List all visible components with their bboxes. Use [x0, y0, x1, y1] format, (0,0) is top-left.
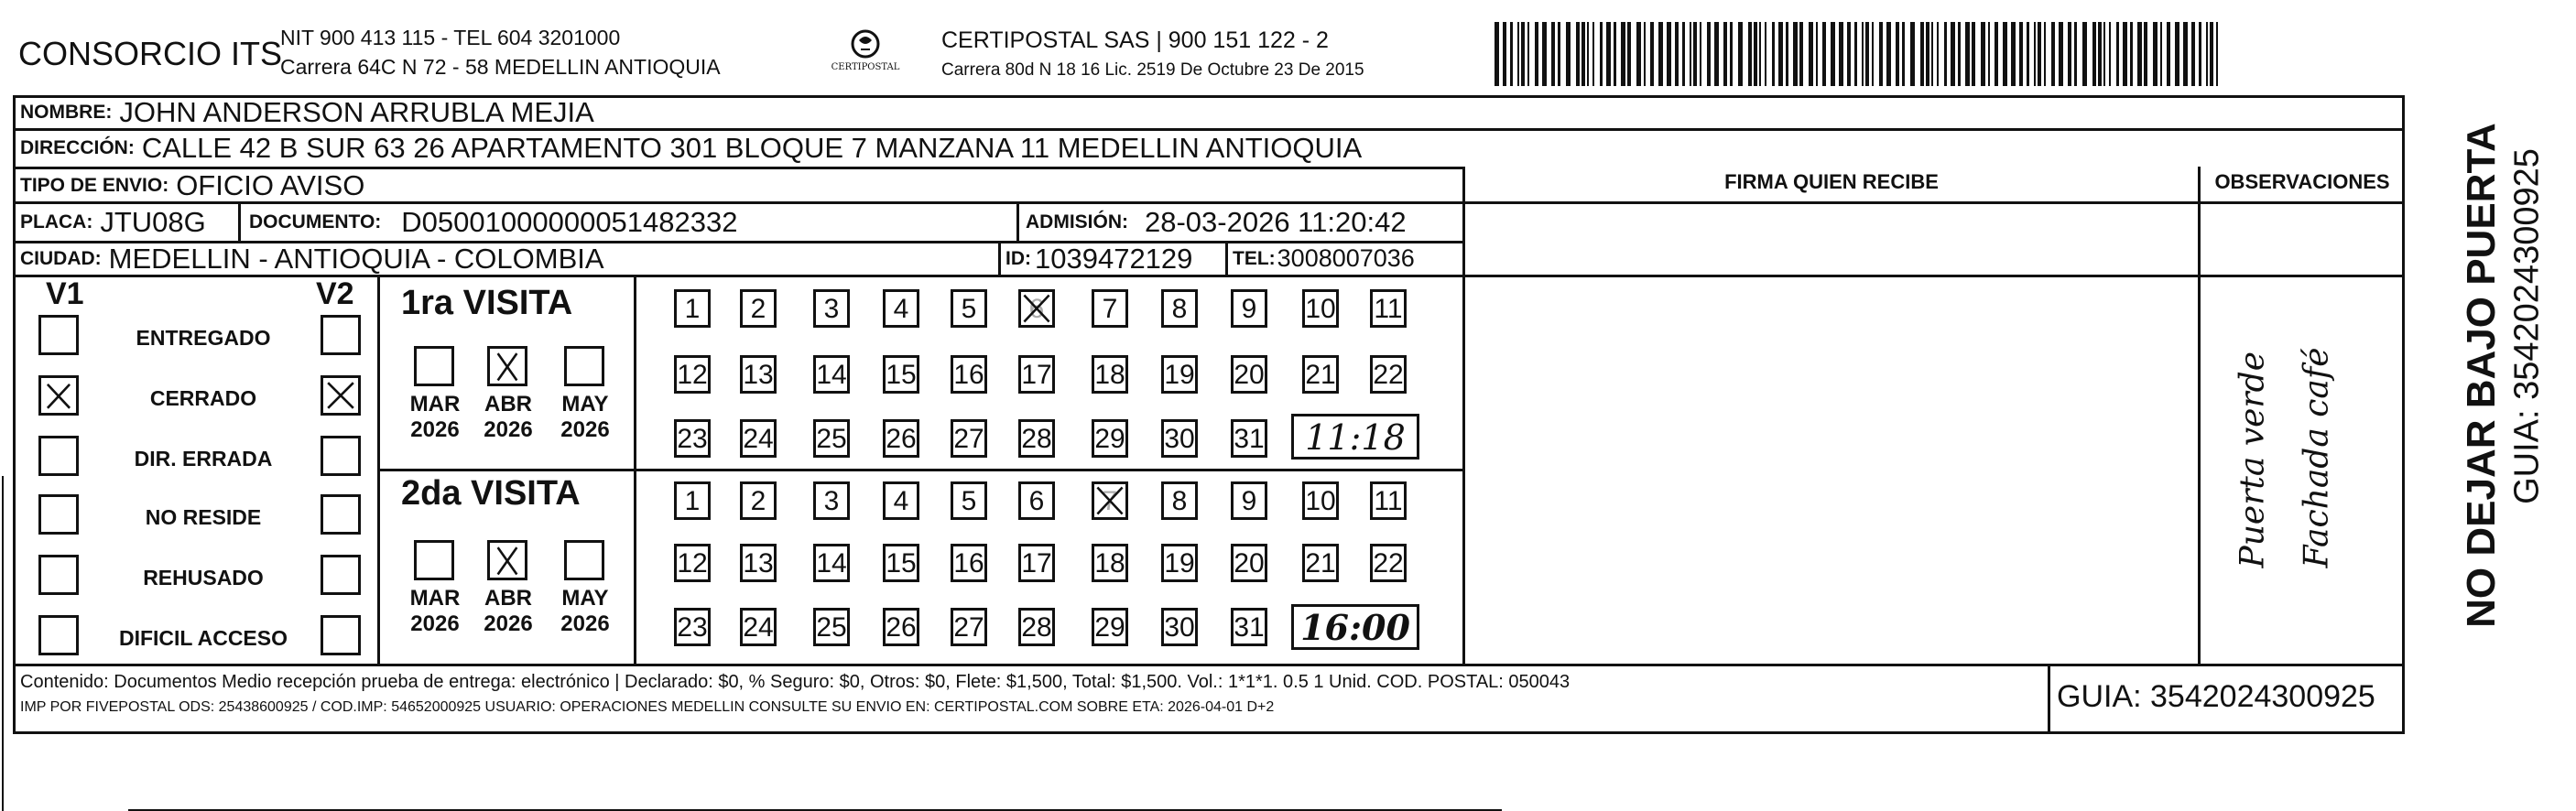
barcode-bar [1886, 22, 1891, 86]
city-value: MEDELLIN - ANTIOQUIA - COLOMBIA [108, 242, 604, 275]
barcode-bar [2092, 22, 2096, 86]
v2-checkbox-rehusado[interactable] [321, 555, 361, 595]
tel-value: 3008007036 [1277, 244, 1415, 272]
barcode-bar [1535, 22, 1538, 86]
barcode-bar [2130, 22, 2133, 86]
second-visit-day-16[interactable]: 16 [951, 544, 987, 582]
first-visit-day-20[interactable]: 20 [1231, 355, 1267, 394]
second-visit-day-9[interactable]: 9 [1231, 481, 1267, 520]
barcode-bar [2144, 22, 2147, 86]
barcode-bar [1793, 22, 1798, 86]
barcode-bar [1937, 22, 1939, 86]
barcode-bar [1495, 22, 1499, 86]
footer-guia: GUIA: 3542024300925 [2057, 679, 2375, 714]
first-visit-day-6[interactable]: 6 [1018, 289, 1055, 328]
barcode-bar [2216, 22, 2218, 86]
first-visit-day-30[interactable]: 30 [1161, 419, 1198, 458]
barcode-bar [1592, 22, 1594, 86]
barcode-bar [2109, 22, 2111, 86]
barcode-bar [1896, 22, 1899, 86]
barcode-bar [1778, 22, 1783, 86]
barcode-bar [1644, 22, 1646, 86]
barcode-bar [1765, 22, 1766, 86]
v1-checkbox-dificil-acceso[interactable] [38, 615, 79, 655]
barcode-bar [1566, 22, 1571, 86]
barcode-bar [1944, 22, 1947, 86]
first-visit-day-23[interactable]: 23 [674, 419, 711, 458]
first-visit-day-8[interactable]: 8 [1161, 289, 1198, 328]
v2-checkbox-cerrado[interactable] [321, 375, 361, 416]
second-visit-time-box [1291, 604, 1419, 650]
barcode-bar [2191, 22, 2195, 86]
barcode-bar [1862, 22, 1864, 86]
barcode-bar [1587, 22, 1589, 86]
second-visit-day-21[interactable]: 21 [1302, 544, 1339, 582]
barcode-bar [2116, 22, 2119, 86]
second-visit-year-label: 2026 [410, 611, 460, 636]
second-visit-month-mar-checkbox[interactable] [414, 540, 454, 580]
second-visit-title: 2da VISITA [401, 474, 581, 513]
barcode-bar [1831, 22, 1835, 86]
first-visit-day-7[interactable]: 7 [1092, 289, 1128, 328]
admission-label: ADMISIÓN: [1026, 211, 1128, 232]
second-visit-day-28[interactable]: 28 [1018, 608, 1055, 646]
status-label: NO RESIDE [145, 505, 262, 529]
address-label: DIRECCIÓN: [20, 137, 135, 158]
second-visit-day-17[interactable]: 17 [1018, 544, 1055, 582]
first-visit-day-12[interactable]: 12 [674, 355, 711, 394]
first-visit-day-17[interactable]: 17 [1018, 355, 1055, 394]
plate-value: JTU08G [100, 206, 206, 238]
barcode-bar [2098, 22, 2102, 86]
v2-checkbox-entregado[interactable] [321, 315, 361, 355]
barcode-bar [2137, 22, 2142, 86]
barcode-bar [1772, 22, 1775, 86]
id-value: 1039472129 [1035, 242, 1193, 275]
first-visit-month-abr-checkbox[interactable] [487, 346, 527, 386]
barcode-bar [1910, 22, 1915, 86]
nit-line: NIT 900 413 115 - TEL 604 3201000 [280, 26, 621, 49]
barcode-bar [1627, 22, 1631, 86]
barcode-bar [1809, 22, 1813, 86]
no-dejar-text: NO DEJAR BAJO PUERTA [2459, 123, 2504, 628]
v1-checkbox-entregado[interactable] [38, 315, 79, 355]
barcode-bar [1748, 22, 1752, 86]
second-visit-day-12[interactable]: 12 [674, 544, 711, 582]
barcode-bar [2027, 22, 2029, 86]
side-guia-text: GUIA: 3542024300925 [2507, 148, 2547, 504]
barcode-bar [1503, 22, 1506, 86]
first-visit-day-22[interactable]: 22 [1370, 355, 1407, 394]
first-visit-year-label: 2026 [484, 417, 533, 442]
barcode-bar [1558, 22, 1560, 86]
first-visit-day-11[interactable]: 11 [1370, 289, 1407, 328]
barcode-bar [1527, 22, 1529, 86]
barcode-bar [1621, 22, 1625, 86]
barcode-bar [1576, 22, 1580, 86]
first-visit-day-3[interactable]: 3 [813, 289, 850, 328]
first-visit-day-28[interactable]: 28 [1018, 419, 1055, 458]
status-label: DIR. ERRADA [134, 447, 273, 470]
carrier-license: Carrera 80d N 18 16 Lic. 2519 De Octubre 23 De 2015 [941, 60, 1364, 80]
left-margin-line [2, 476, 4, 811]
v2-checkbox-dificil-acceso[interactable] [321, 615, 361, 655]
v2-checkbox-dir-errada[interactable] [321, 436, 361, 476]
barcode [1495, 22, 2227, 86]
second-visit-day-25[interactable]: 25 [813, 608, 850, 646]
footer-content-line: Contenido: Documentos Medio recepción prueba de entrega: electrónico | Declarado: $0, % Seguro: $0, Otros: $0, Flete: $1,500, Total: $1,500. Vol.: 1*1*1. 0.5 1 Unid. COD. POSTAL: 050043 [20, 672, 1571, 692]
first-visit-month-label: MAY [561, 392, 609, 416]
id-label: ID: [1005, 247, 1031, 269]
barcode-bar [2153, 22, 2158, 86]
barcode-bar [2059, 22, 2063, 86]
second-visit-day-31[interactable]: 31 [1231, 608, 1267, 646]
first-visit-month-label: ABR [484, 392, 532, 416]
footer-print-line: IMP POR FIVEPOSTAL ODS: 25438600925 / COD.IMP: 54652000925 USUARIO: OPERACIONES MEDELLIN CONSULTE SU ENVIO EN: CERTIPOSTAL.COM SOBRE ETA: 2026-04-01 D+2 [20, 699, 1275, 715]
v1-checkbox-cerrado[interactable] [38, 375, 79, 416]
barcode-bar [1510, 22, 1513, 86]
first-visit-day-9[interactable]: 9 [1231, 289, 1267, 328]
second-visit-year-label: 2026 [560, 611, 610, 636]
status-label: CERRADO [149, 386, 257, 410]
v2-label: V2 [316, 276, 354, 311]
v1-checkbox-dir-errada[interactable] [38, 436, 79, 476]
first-visit-day-1[interactable]: 1 [674, 289, 711, 328]
second-visit-day-15[interactable]: 15 [883, 544, 919, 582]
admission-value: 28-03-2026 11:20:42 [1145, 206, 1407, 238]
barcode-bar [1822, 22, 1826, 86]
barcode-bar [2175, 22, 2179, 86]
v1-checkbox-no-reside[interactable] [38, 494, 79, 535]
first-visit-day-25[interactable]: 25 [813, 419, 850, 458]
barcode-bar [1854, 22, 1857, 86]
barcode-bar [1816, 22, 1818, 86]
barcode-bar [1951, 22, 1955, 86]
barcode-bar [2103, 22, 2105, 86]
barcode-bar [2019, 22, 2023, 86]
second-visit-day-18[interactable]: 18 [1092, 544, 1128, 582]
second-visit-year-label: 2026 [484, 611, 533, 636]
barcode-bar [1723, 22, 1727, 86]
barcode-bar [1542, 22, 1547, 86]
second-visit-month-abr-checkbox[interactable] [487, 540, 527, 580]
barcode-bar [1614, 22, 1616, 86]
barcode-bar [1759, 22, 1761, 86]
second-visit-day-6[interactable]: 6 [1018, 481, 1055, 520]
barcode-bar [1521, 22, 1525, 86]
barcode-bar [2160, 22, 2162, 86]
document-value: D05001000000051482332 [401, 206, 738, 238]
logo-text: CERTIPOSTAL [831, 62, 900, 72]
second-visit-day-14[interactable]: 14 [813, 544, 850, 582]
first-visit-day-29[interactable]: 29 [1092, 419, 1128, 458]
document-label: DOCUMENTO: [249, 211, 382, 232]
barcode-bar [2123, 22, 2127, 86]
barcode-bar [2038, 22, 2041, 86]
recipient-name: JOHN ANDERSON ARRUBLA MEJIA [119, 96, 594, 128]
recipient-address: CALLE 42 B SUR 63 26 APARTAMENTO 301 BLOQUE 7 MANZANA 11 MEDELLIN ANTIOQUIA [141, 132, 1363, 164]
observation-note-1: Puerta verde [2234, 351, 2272, 568]
barcode-bar [2082, 22, 2087, 86]
barcode-bar [1707, 22, 1711, 86]
first-visit-day-31[interactable]: 31 [1231, 419, 1267, 458]
second-visit-day-22[interactable]: 22 [1370, 544, 1407, 582]
first-visit-day-13[interactable]: 13 [740, 355, 777, 394]
second-visit-day-30[interactable]: 30 [1161, 608, 1198, 646]
tel-label: TEL: [1233, 247, 1276, 269]
signature-header: FIRMA QUIEN RECIBE [1724, 170, 1939, 193]
barcode-bar [1700, 22, 1701, 86]
name-label: NOMBRE: [20, 102, 113, 123]
second-visit-day-20[interactable]: 20 [1231, 544, 1267, 582]
barcode-bar [1988, 22, 1990, 86]
second-visit-month-label: ABR [484, 586, 532, 611]
city-label: CIUDAD: [20, 247, 102, 269]
second-visit-day-11[interactable]: 11 [1370, 481, 1407, 520]
barcode-bar [2167, 22, 2170, 86]
shipping-type: OFICIO AVISO [176, 168, 365, 201]
barcode-bar [1690, 22, 1691, 86]
barcode-bar [1902, 22, 1905, 86]
barcode-bar [1786, 22, 1788, 86]
first-visit-day-27[interactable]: 27 [951, 419, 987, 458]
company-address: Carrera 64C N 72 - 58 MEDELLIN ANTIOQUIA [280, 55, 721, 79]
plate-label: PLACA: [20, 211, 93, 232]
barcode-bar [2074, 22, 2077, 86]
first-visit-day-19[interactable]: 19 [1161, 355, 1198, 394]
v1-checkbox-rehusado[interactable] [38, 555, 79, 595]
second-visit-day-10[interactable]: 10 [1302, 481, 1339, 520]
barcode-bar [1972, 22, 1975, 86]
company-name: CONSORCIO ITS [18, 35, 283, 72]
barcode-bar [1872, 22, 1874, 86]
barcode-bar [1693, 22, 1697, 86]
barcode-bar [2011, 22, 2016, 86]
barcode-bar [1981, 22, 1985, 86]
first-visit-day-4[interactable]: 4 [883, 289, 919, 328]
barcode-bar [1839, 22, 1843, 86]
barcode-bar [1667, 22, 1671, 86]
second-visit-day-23[interactable]: 23 [674, 608, 711, 646]
observations-header: OBSERVACIONES [2214, 170, 2390, 193]
barcode-bar [1675, 22, 1679, 86]
first-visit-month-label: MAR [409, 392, 461, 416]
barcode-bar [1847, 22, 1851, 86]
second-visit-day-13[interactable]: 13 [740, 544, 777, 582]
first-visit-day-18[interactable]: 18 [1092, 355, 1128, 394]
second-visit-day-19[interactable]: 19 [1161, 544, 1198, 582]
first-visit-day-14[interactable]: 14 [813, 355, 850, 394]
barcode-bar [1879, 22, 1883, 86]
barcode-bar [1754, 22, 1757, 86]
second-visit-day-29[interactable]: 29 [1092, 608, 1128, 646]
barcode-bar [1931, 22, 1933, 86]
certipostal-logo [815, 27, 916, 79]
second-visit-month-label: MAR [409, 586, 461, 611]
second-visit-day-8[interactable]: 8 [1161, 481, 1198, 520]
v1-label: V1 [46, 276, 84, 311]
barcode-bar [1517, 22, 1519, 86]
barcode-bar [1738, 22, 1743, 86]
first-visit-month-mar-checkbox[interactable] [414, 346, 454, 386]
second-visit-month-label: MAY [561, 586, 609, 611]
first-visit-day-21[interactable]: 21 [1302, 355, 1339, 394]
barcode-bar [2068, 22, 2071, 86]
first-visit-title: 1ra VISITA [401, 284, 573, 322]
barcode-bar [1682, 22, 1685, 86]
second-visit-day-27[interactable]: 27 [951, 608, 987, 646]
barcode-bar [1865, 22, 1869, 86]
barcode-bar [1994, 22, 1998, 86]
barcode-bar [2051, 22, 2055, 86]
second-visit-day-4[interactable]: 4 [883, 481, 919, 520]
barcode-bar [1581, 22, 1585, 86]
second-visit-day-3[interactable]: 3 [813, 481, 850, 520]
barcode-bar [2206, 22, 2208, 86]
first-visit-day-16[interactable]: 16 [951, 355, 987, 394]
barcode-bar [2199, 22, 2201, 86]
first-visit-year-label: 2026 [410, 417, 460, 442]
first-visit-day-5[interactable]: 5 [951, 289, 987, 328]
observation-note-2: Fachada café [2298, 347, 2336, 568]
status-label: DIFICIL ACCESO [118, 626, 288, 650]
second-visit-day-24[interactable]: 24 [740, 608, 777, 646]
second-visit-day-5[interactable]: 5 [951, 481, 987, 520]
v2-checkbox-no-reside[interactable] [321, 494, 361, 535]
first-visit-day-15[interactable]: 15 [883, 355, 919, 394]
barcode-bar [2183, 22, 2188, 86]
second-visit-day-26[interactable]: 26 [883, 608, 919, 646]
first-visit-day-2[interactable]: 2 [740, 289, 777, 328]
second-visit-time: 16:00 [1300, 607, 1410, 648]
barcode-bar [2034, 22, 2036, 86]
barcode-bar [1600, 22, 1603, 86]
first-visit-time-box [1291, 414, 1419, 460]
second-visit-month-may-checkbox[interactable] [564, 540, 604, 580]
barcode-bar [1926, 22, 1929, 86]
barcode-bar [1730, 22, 1733, 86]
barcode-bar [1650, 22, 1654, 86]
shipping-type-label: TIPO DE ENVIO: [20, 174, 169, 196]
first-visit-month-may-checkbox[interactable] [564, 346, 604, 386]
first-visit-day-24[interactable]: 24 [740, 419, 777, 458]
barcode-bar [1920, 22, 1924, 86]
barcode-bar [1714, 22, 1719, 86]
barcode-bar [2044, 22, 2046, 86]
barcode-bar [2003, 22, 2007, 86]
first-visit-year-label: 2026 [560, 417, 610, 442]
barcode-bar [1958, 22, 1961, 86]
barcode-bar [1606, 22, 1611, 86]
second-visit-day-7[interactable]: 7 [1092, 481, 1128, 520]
barcode-bar [1636, 22, 1641, 86]
barcode-bar [1658, 22, 1663, 86]
second-visit-day-2[interactable]: 2 [740, 481, 777, 520]
first-visit-time: 11:18 [1305, 417, 1406, 458]
status-label: ENTREGADO [136, 326, 271, 350]
barcode-bar [1965, 22, 1970, 86]
first-visit-day-10[interactable]: 10 [1302, 289, 1339, 328]
barcode-bar [2210, 22, 2213, 86]
carrier-line: CERTIPOSTAL SAS | 900 151 122 - 2 [941, 27, 1329, 53]
barcode-bar [1551, 22, 1555, 86]
second-visit-day-1[interactable]: 1 [674, 481, 711, 520]
first-visit-day-26[interactable]: 26 [883, 419, 919, 458]
status-label: REHUSADO [143, 566, 264, 589]
barcode-bar [1799, 22, 1803, 86]
